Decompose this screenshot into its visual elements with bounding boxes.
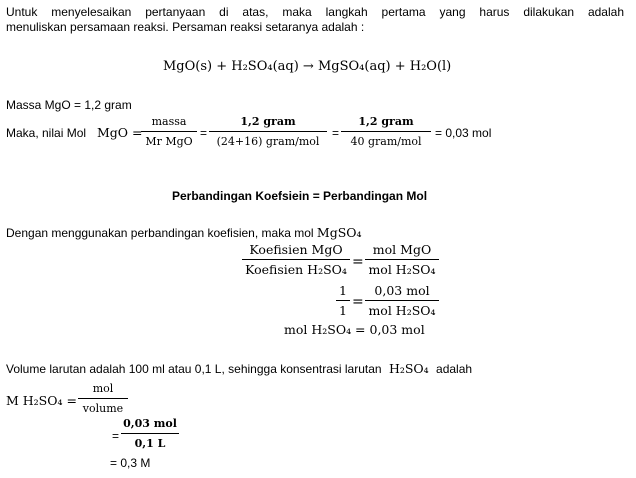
molarity-result: = 0,3 M	[110, 456, 151, 470]
fraction-1-2-gram-24-16	[209, 114, 327, 149]
fraction-numerator: mol	[92, 382, 114, 395]
intro-line-1: Untuk menyelesaikan pertanyaan di atas, maka langkah pertama yang harus dilakukan adalah	[6, 5, 624, 19]
fraction-bar	[141, 131, 197, 132]
intro-line-2: menuliskan persamaan reaksi. Persaman reaksi setaranya adalah :	[6, 20, 365, 34]
fraction-denominator: mol H₂SO₄	[368, 303, 436, 318]
fraction-0-03-0-1	[121, 416, 179, 451]
ratio-fraction-mol	[365, 242, 439, 277]
fraction-bar	[209, 131, 327, 132]
fraction-numerator: 1,2 gram	[358, 115, 414, 128]
fraction-bar	[78, 398, 128, 399]
fraction-numerator: mol MgO	[372, 242, 432, 257]
fraction-numerator: 1	[339, 283, 347, 298]
fraction-bar	[365, 259, 439, 260]
volume-text	[6, 362, 472, 376]
massa-mgo: Massa MgO = 1,2 gram	[6, 98, 132, 112]
fraction-denominator: Mr MgO	[145, 135, 193, 148]
mol-calc-result: = 0,03 mol	[435, 126, 492, 140]
volume-tail: adalah	[436, 362, 473, 376]
equals-sign: =	[352, 254, 364, 270]
fraction-massa-mr	[141, 114, 197, 149]
molarity-label: M H₂SO₄ =	[6, 393, 77, 408]
section-heading: Perbandingan Koefsiein = Perbandingan Mol	[172, 189, 428, 203]
volume-sentence: Volume larutan adalah 100 ml atau 0,1 L, sehingga konsentrasi larutan	[6, 362, 382, 376]
fraction-numerator: 1,2 gram	[240, 115, 296, 128]
fraction-bar	[121, 433, 179, 434]
ratio-result: mol H₂SO₄ = 0,03 mol	[284, 322, 425, 337]
volume-formula: H₂SO₄	[388, 361, 429, 376]
fraction-denominator: mol H₂SO₄	[368, 262, 436, 277]
mol-calc-prefix: Maka, nilai Mol	[6, 126, 87, 140]
equals-sign: =	[332, 126, 340, 140]
fraction-denominator: Koefisien H₂SO₄	[245, 262, 347, 277]
ratio-fraction-koefisien	[242, 242, 350, 277]
fraction-denominator: 40 gram/mol	[350, 135, 422, 148]
equals-sign: =	[200, 126, 208, 140]
ratio-fraction-0-03	[365, 283, 439, 318]
fraction-1-2-gram-40	[341, 114, 431, 149]
fraction-bar	[365, 300, 439, 301]
ratio-intro-formula: MgSO₄	[316, 225, 362, 240]
fraction-numerator: Koefisien MgO	[249, 242, 343, 257]
fraction-denominator: 0,1 L	[134, 437, 166, 450]
fraction-denominator: (24+16) gram/mol	[216, 135, 320, 148]
ratio-intro-text: Dengan menggunakan perbandingan koefisien, maka mol	[6, 226, 314, 240]
fraction-numerator: massa	[151, 115, 187, 128]
fraction-denominator: 1	[339, 303, 347, 318]
fraction-numerator: 0,03 mol	[123, 417, 177, 430]
fraction-numerator: 0,03 mol	[374, 283, 430, 298]
mol-calc-subject: MgO =	[97, 125, 143, 140]
equals-sign: =	[352, 294, 364, 310]
fraction-mol-volume	[78, 381, 128, 416]
ratio-fraction-one	[336, 283, 350, 318]
fraction-bar	[242, 259, 350, 260]
reaction-equation: MgO(s) + H₂SO₄(aq) → MgSO₄(aq) + H₂O(l)	[163, 59, 452, 74]
fraction-bar	[336, 300, 350, 301]
equals-sign: =	[112, 429, 120, 443]
fraction-bar	[341, 131, 431, 132]
fraction-denominator: volume	[82, 402, 124, 415]
ratio-intro	[6, 226, 362, 240]
